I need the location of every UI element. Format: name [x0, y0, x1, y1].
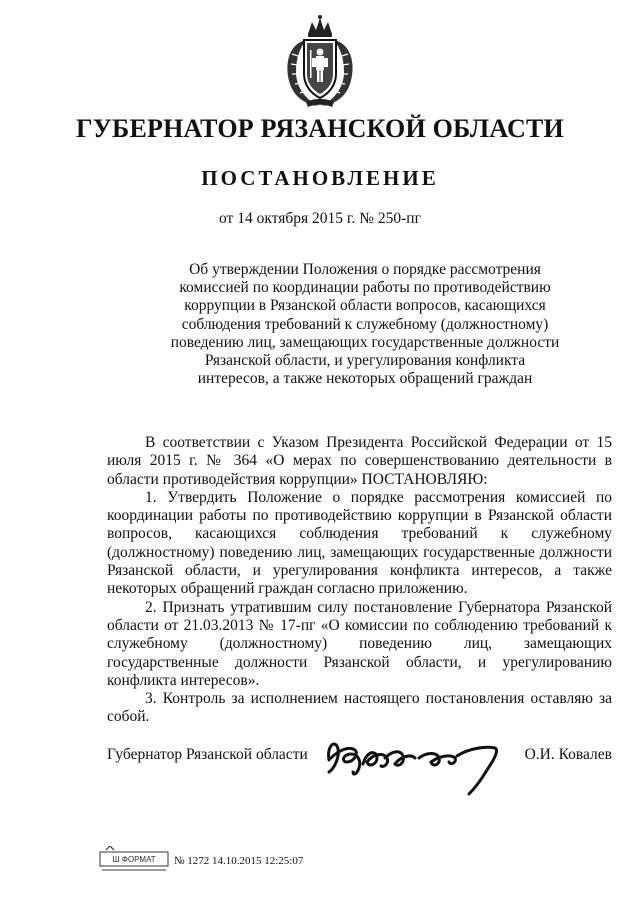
- organization-title: ГУБЕРНАТОР РЯЗАНСКОЙ ОБЛАСТИ: [76, 114, 564, 143]
- document-type-heading: ПОСТАНОВЛЕНИЕ: [201, 166, 439, 190]
- body-item-3: 3. Контроль за исполнением настоящего постановления оставляю за собой.: [107, 690, 612, 726]
- body-preamble: В соответствии с Указом Президента Российской Федерации от 15 июля 2015 г. № 364 «О мерах по совершенствованию деятельности в области противодействия коррупции» ПОСТАНОВЛЯЮ:: [107, 434, 612, 488]
- document-body: [107, 434, 612, 727]
- subject-line: коррупции в Рязанской области вопросов, касающихся: [184, 297, 546, 315]
- format-stamp-logo: [98, 846, 170, 874]
- signatory-position: Губернатор Рязанской области: [107, 746, 308, 763]
- subject-line: интересов, а также некоторых обращений граждан: [197, 370, 533, 388]
- subject-line: поведению лиц, замещающих государственные должности: [170, 333, 560, 351]
- signatory-name: О.И. Ковалев: [524, 746, 612, 763]
- document-date-number: от 14 октября 2015 г. № 250-пг: [219, 210, 421, 227]
- registration-number: № 1272 14.10.2015 12:25:07: [174, 855, 304, 867]
- document-subject: [170, 261, 560, 388]
- handwritten-signature: [319, 728, 519, 798]
- subject-line: комиссией по координации работы по противодействию: [179, 279, 551, 297]
- subject-line: Рязанской области, и урегулирования конфликта: [204, 352, 526, 370]
- body-item-2: 2. Признать утратившим силу постановление Губернатора Рязанской области от 21.03.2013 № 17-пг «О комиссии по соблюдению требований к служебному (должностному) поведению лиц, замещающих государственные должности Рязанской области, и урегулированию конфликта интересов».: [107, 598, 612, 689]
- signature-block: [107, 734, 612, 804]
- stamp-text: Ш ФОРМАТ: [112, 855, 156, 864]
- subject-line: Об утверждении Положения о порядке рассмотрения: [189, 261, 541, 278]
- coat-of-arms-emblem: [282, 14, 358, 110]
- body-item-1: 1. Утвердить Положение о порядке рассмотрения комиссией по координации работы по противодействию коррупции в Рязанской области вопросов, касающихся соблюдения требований к служебному (должностному) поведению лиц, замещающих государственные должности Рязанской области, и урегулирования конфликта интересов, а также некоторых обращений граждан согласно приложению.: [107, 488, 612, 598]
- subject-line: соблюдения требований к служебному (должностному): [181, 315, 549, 333]
